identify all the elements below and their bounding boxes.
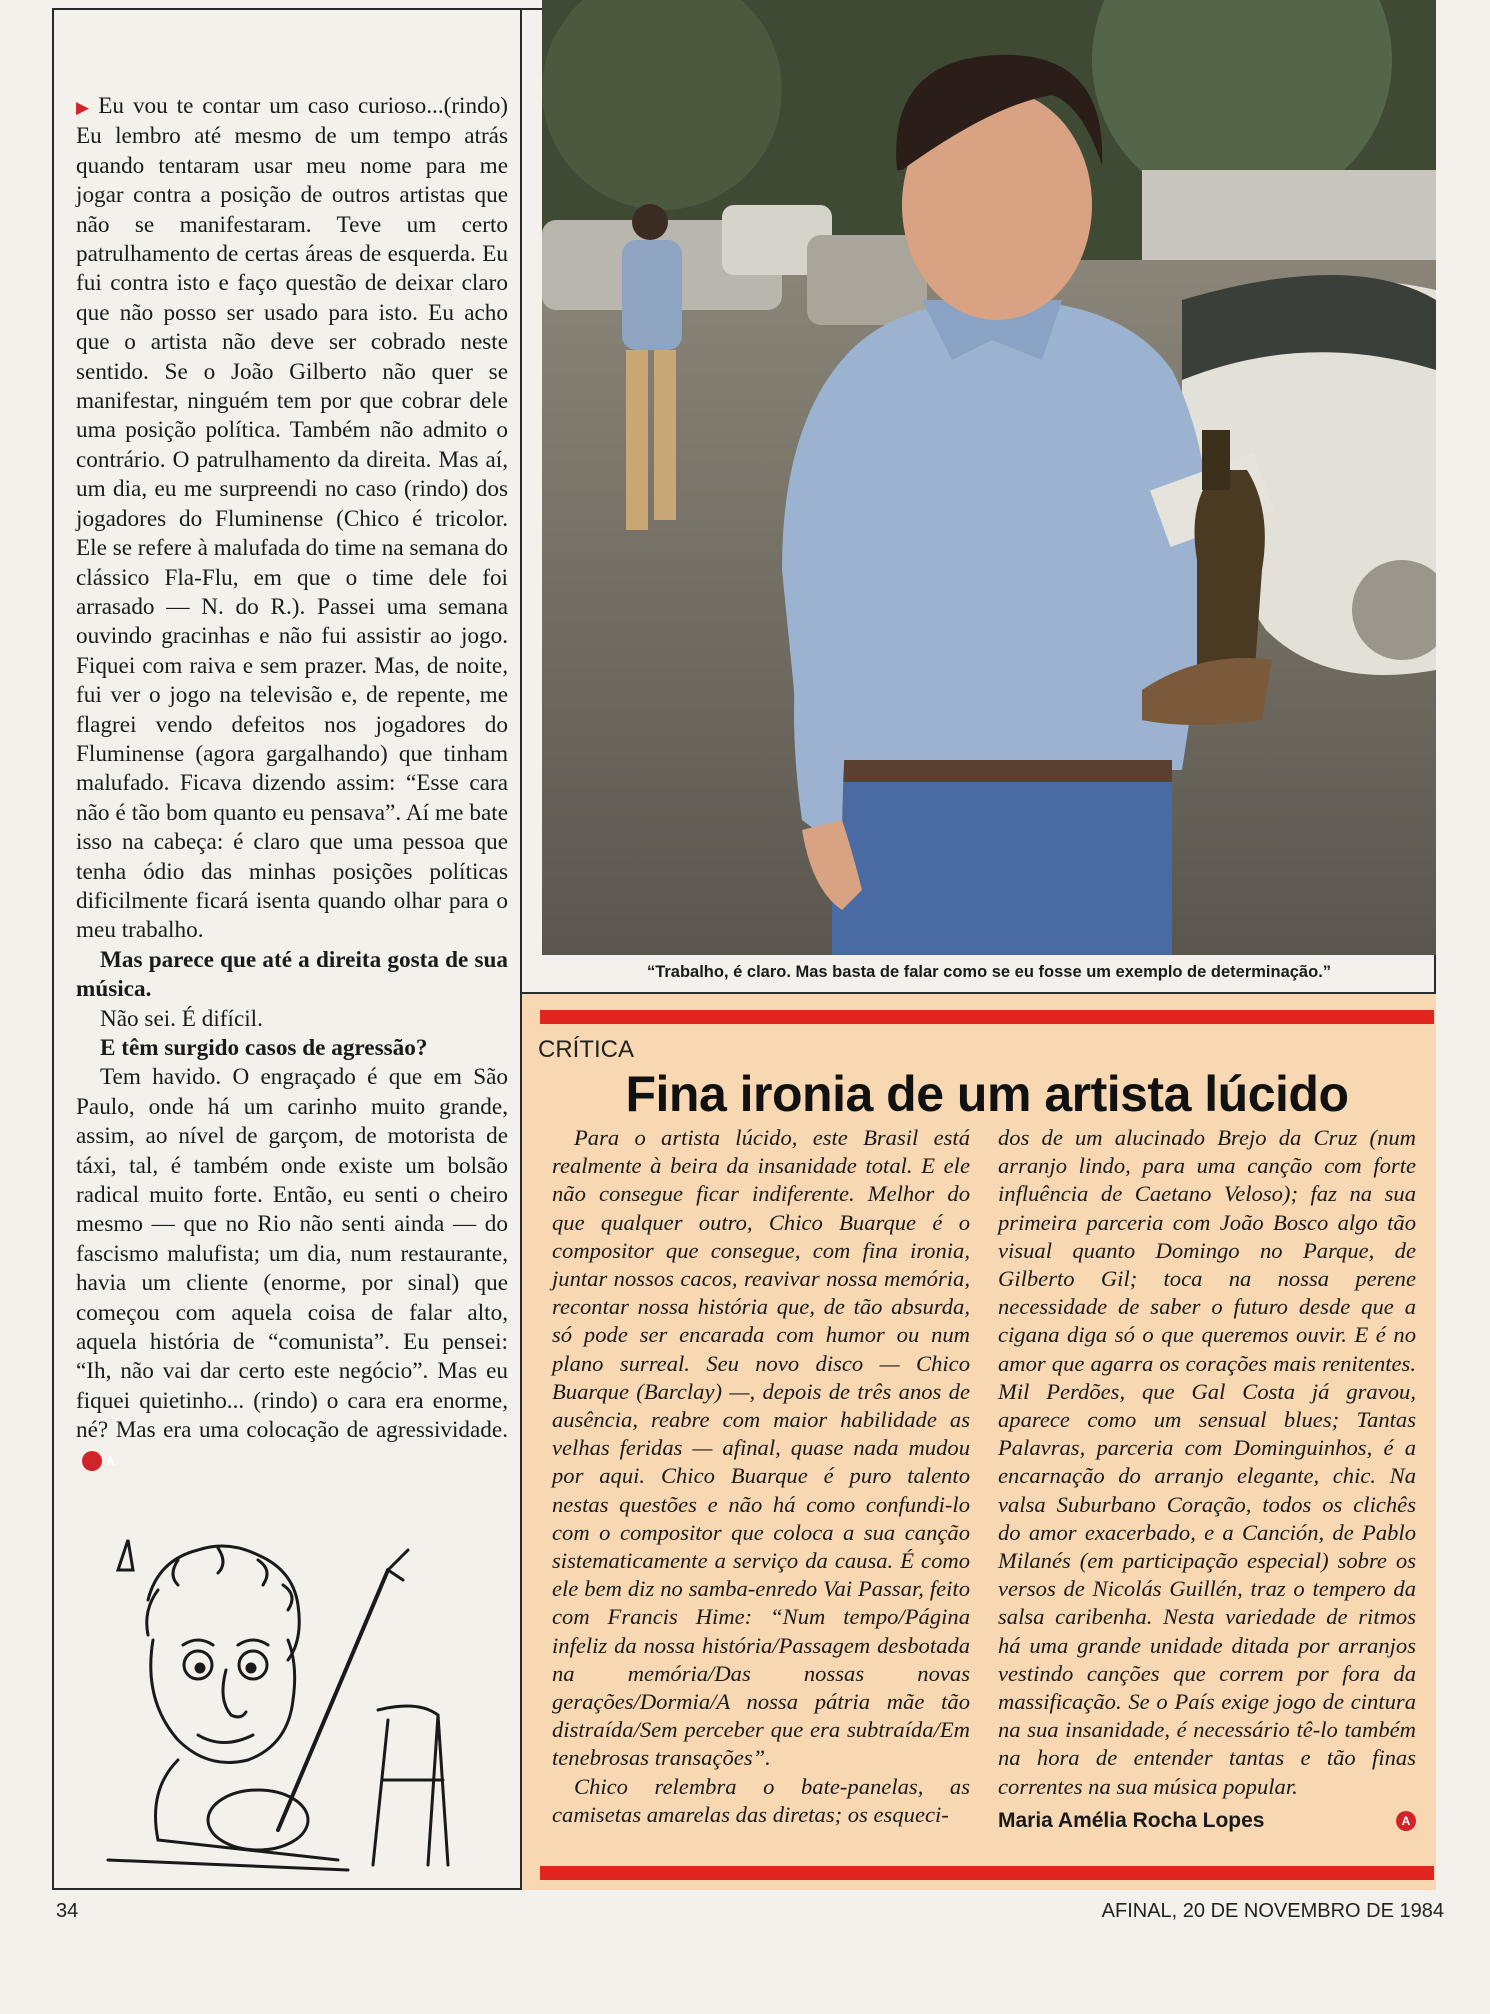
byline: [998, 1807, 1416, 1835]
interview-column: [76, 92, 508, 1475]
author-name: Maria Amélia Rocha Lopes: [998, 1808, 1265, 1832]
caricature-drawing: [88, 1530, 508, 1880]
interview-answer: Não sei. É difícil.: [100, 1005, 263, 1032]
interview-answer: ▶ Eu vou te contar um caso curioso...(rindo) Eu lembro até mesmo de um tempo atrás quando tentaram usar meu nome para me jogar contra a posição de outros artistas que não se manifestaram. Teve um certo patrulhamento de certas áreas de esquerda. Eu fui contra isto e faço questão de deixar claro que não posso ser usado para isto. Eu acho que o artista não deve ser cobrado neste sentido. Se o João Gilberto não quer se manifestar, ninguém tem por que cobrar dele uma posição política. Também não admito o contrário. O patrulhamento da direita. Mas aí, um dia, eu me surpreendi no caso (rindo) dos jogadores do Fluminense (Chico é tricolor. Ele se refere à malufada do time na semana do clássico Fla-Flu, em que o time dele foi arrasado — N. do R.). Passei uma semana ouvindo gracinhas e não fui assistir ao jogo. Fiquei com raiva e sem prazer. Mas, de noite, fui ver o jogo na televisão e, de repente, me flagrei vendo defeitos nos jogadores do Fluminense (agora gargalhando) que tinham malufado. Ficava dizendo assim: “Esse cara não é tão bom quanto eu pensava”. Aí me bate isso na cabeça: é claro que uma pessoa que tenha ódio das minhas posições políticas dificilmente ficará isenta quando olhar para o meu trabalho.: [76, 93, 509, 944]
top-red-bar: [540, 1010, 1434, 1024]
photo-caption: “Trabalho, é claro. Mas basta de falar como se eu fosse um exemplo de determinação.”: [646, 963, 1332, 981]
critica-column-2: [998, 1124, 1416, 1835]
page-number: 34: [56, 1900, 79, 1922]
afinal-logo-icon: A: [1396, 1811, 1416, 1831]
interview-answer: Tem havido. O engraçado é que em São Paulo, onde há um carinho muito grande, assim, ao nível de garçom, de motorista de táxi, tal, é também onde existe um bolsão radical muito forte. Então, eu senti o cheiro mesmo — que no Rio não senti ainda — do fascismo malufista; um dia, num restaurante, havia um cliente (enorme, por sinal) que começou com aquela coisa de falar alto, aquela história de “comunista”. Eu pensei: “Ih, não vai dar certo este negócio”. Mas eu fiquei quietinho... (rindo) o cara era enorme, né? Mas era uma colocação de agressividade.A: [76, 1063, 508, 1475]
section-label: CRÍTICA: [538, 1036, 634, 1063]
critica-paragraph: Chico relembra o bate-panelas, as camisetas amarelas das diretas; os esqueci-: [552, 1773, 970, 1827]
interview-question: Mas parece que até a direita gosta de sua música.: [76, 946, 508, 1003]
headline: Fina ironia de um artista lúcido: [625, 1066, 1349, 1122]
critica-paragraph: dos de um alucinado Brejo da Cruz (num arranjo lindo, para uma canção com forte influência de Caetano Veloso); faz na sua primeira parceria com João Bosco algo tão visual quanto Domingo no Parque, de Gilberto Gil; toca na nossa perene necessidade de saber o futuro desde que a cigana diga só o que queremos ouvir. E é no amor que agarra os corações mais renitentes. Mil Perdões, que Gal Costa já gravou, aparece como um sensual blues; Tantas Palavras, parceria com Dominguinhos, é a encarnação do arranjo elegante, chic. Na valsa Suburbano Coração, todos os clichês do amor exacerbado, e a Canción, de Pablo Milanés (em participação especial) sobre os versos de Nicolás Guillén, traz o tempero da salsa caribenha. Nesta variedade de ritmos há uma grande unidade ditada por arranjos vestindo canções que correm por fora da massificação. Se o País exige jogo de cintura na sua insanidade, é necessário tê-lo também na hora de entender tantas e tão finas correntes na sua música popular.: [998, 1125, 1416, 1799]
publication-date: AFINAL, 20 DE NOVEMBRO DE 1984: [1101, 1900, 1444, 1922]
critica-column-1: [552, 1124, 970, 1829]
bottom-red-bar: [540, 1866, 1434, 1880]
interview-question: E têm surgido casos de agressão?: [100, 1035, 428, 1061]
afinal-logo-icon: A: [82, 1451, 102, 1471]
triangle-marker-icon: ▶: [76, 98, 93, 117]
cover-photo: [542, 0, 1436, 955]
critica-paragraph: Para o artista lúcido, este Brasil está realmente à beira da insanidade total. E ele não consegue ficar indiferente. Melhor do que qualquer outro, Chico Buarque é o compositor que consegue, com fina ironia, juntar nossos cacos, reavivar nossa memória, recontar nossa história que, de tão absurda, só pode ser encarada com humor ou num plano surreal. Seu novo disco — Chico Buarque (Barclay) —, depois de três anos de ausência, reabre com maior habilidade as velhas feridas — afinal, quase nada mudou por aqui. Chico Buarque é puro talento nestas questões e não há como confundi-lo com o compositor que coloca a sua canção sistematicamente a serviço da causa. É como ele bem diz no samba-enredo Vai Passar, feito com Francis Hime: “Num tempo/Página infeliz da nossa história/Passagem desbotada na memória/Das nossas novas gerações/Dormia/A nossa pátria mãe tão distraída/Sem perceber que era subtraída/Em tenebrosas transações”.: [552, 1125, 970, 1771]
